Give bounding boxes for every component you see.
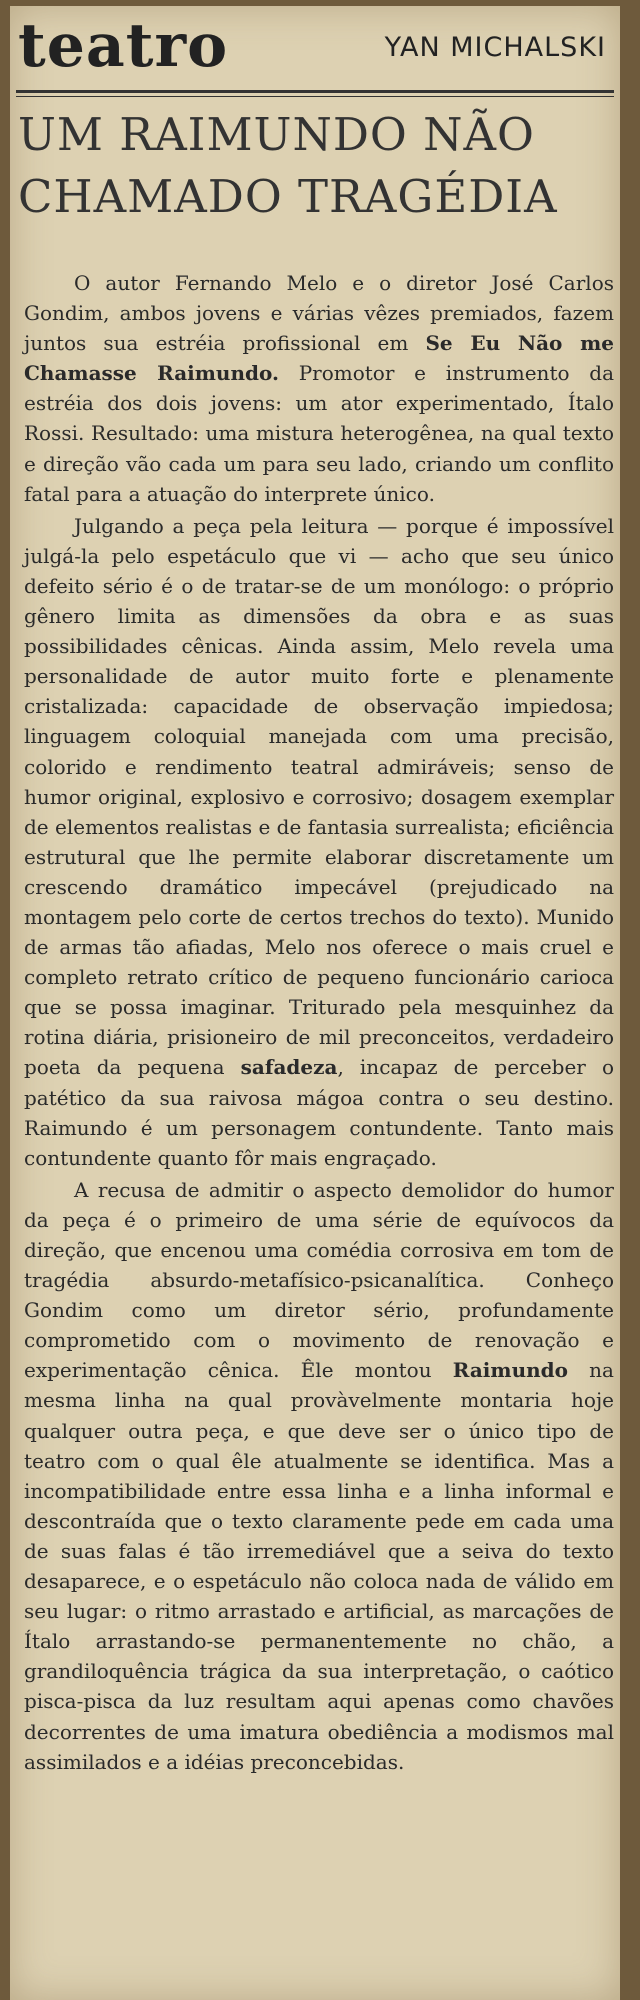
paragraph-3-text-a: A recusa de admitir o aspecto demolidor do humor da peça é o primeiro de uma série de equívocos da direção, que encenou uma comédia corrosiva em tom de tragédia absurdo-metafísico-psicanalítica. Conheço Gondim como um diretor sério, profundamente comprometido com o movimento de renovação e experimentação cênica. Êle montou bbox=[24, 1177, 614, 1383]
headline-line-1: UM RAIMUNDO NÃO bbox=[18, 108, 535, 161]
emphasis-safadeza: safadeza bbox=[240, 1055, 338, 1080]
paragraph-2-text-a: Julgando a peça pela leitura — porque é impossível julgá-la pelo espetáculo que vi — acho que seu único defeito sério é o de tratar-se de um monólogo: o próprio gênero limita as dimensões da obra e as suas possibilidades cênicas. Ainda assim, Melo revela uma personalidade de autor muito forte e plenamente cristalizada: capacidade de observação impiedosa; linguagem coloquial manejada com uma precisão, colorido e rendimento teatral admiráveis; senso de humor original, explosivo e corrosivo; dosagem exemplar de elementos realistas e de fantasia surrealista; eficiência estrutural que lhe permite elaborar discretamente um crescendo dramático impecável (prejudicado na montagem pelo corte de certos trechos do texto). Munido de armas tão afiadas, Melo nos oferece o mais cruel e completo retrato crítico de pequeno funcionário carioca que se possa imaginar. Triturado pela mesquinhez da rotina diária, prisioneiro de mil preconceitos, verdadeiro poeta da pequena bbox=[24, 513, 614, 1080]
newspaper-clipping bbox=[10, 6, 620, 2000]
paragraph-2 bbox=[24, 511, 614, 1173]
article-body bbox=[24, 268, 614, 1777]
paragraph-3 bbox=[24, 1175, 614, 1777]
play-title-short: Raimundo bbox=[452, 1358, 568, 1383]
paragraph-2-text-c: , incapaz de perceber o patético da sua raivosa mágoa contra o seu destino. Raimundo é um personagem contundente. Tanto mais contundente quanto fôr mais engraçado. bbox=[24, 1055, 614, 1170]
paragraph-1-text-a: O autor Fernando Melo e o diretor José Carlos Gondim, ambos jovens e várias vêzes premiados, fazem juntos sua estréia profissional em bbox=[24, 271, 614, 356]
paragraph-1 bbox=[24, 268, 614, 509]
article-headline bbox=[10, 104, 620, 228]
header-rule bbox=[16, 90, 614, 93]
play-title: Se Eu Não me Chamasse Raimundo. bbox=[24, 331, 614, 386]
section-name: teatro bbox=[18, 11, 229, 81]
headline-line-2: CHAMADO TRAGÉDIA bbox=[18, 170, 558, 223]
author-byline: YAN MICHALSKI bbox=[384, 32, 606, 63]
header-rule-thin bbox=[16, 96, 614, 97]
column-header bbox=[10, 6, 620, 94]
paragraph-1-text-c: Promotor e instrumento da estréia dos dois jovens: um ator experimentado, Ítalo Rossi. Resultado: uma mistura heterogênea, na qual texto e direção vão cada um para seu lado, criando um conflito fatal para a atuação do interprete único. bbox=[24, 361, 614, 506]
paragraph-3-text-c: na mesma linha na qual provàvelmente montaria hoje qualquer outra peça, e que deve ser o único tipo de teatro com o qual êle atualmente se identifica. Mas a incompatibilidade entre essa linha e a linha informal e descontraída que o texto claramente pede em cada uma de suas falas é tão irremediável que a seiva do texto desaparece, e o espetáculo não coloca nada de válido em seu lugar: o ritmo arrastado e artificial, as marcações de Ítalo arrastando-se permanentemente no chão, a grandiloquência trágica da sua interpretação, o caótico pisca-pisca da luz resultam aqui apenas como chavões decorrentes de uma imatura obediência a modismos mal assimilados e a idéias preconcebidas. bbox=[24, 1358, 614, 1774]
